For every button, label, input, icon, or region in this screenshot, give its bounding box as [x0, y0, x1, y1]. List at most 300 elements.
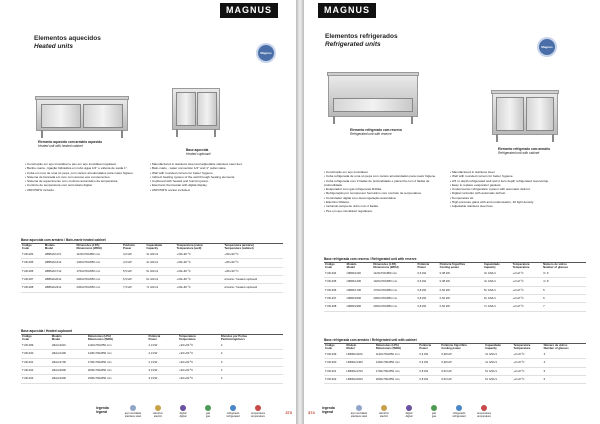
table-cell: +2/+8 ºC	[513, 376, 543, 384]
table-cell: TUR-290	[21, 350, 51, 358]
legend-label: digital digital	[179, 412, 187, 418]
legend-title-pt: legenda	[322, 406, 335, 410]
column-header: Potência Power	[419, 343, 432, 351]
table-cell: 1400x700x850 mm	[87, 350, 148, 358]
feature-item: • Cuba refrigerada de uma só peça com cantos arredondados para maior higiene.	[324, 174, 444, 178]
feature-item: • Electronic thermostat with digital display.	[150, 183, 270, 187]
table-cell: 0,38 kW	[440, 351, 484, 359]
section-title	[325, 33, 398, 49]
table-cell: LBAA/1100	[51, 342, 87, 350]
table-row	[21, 367, 283, 375]
feature-item: • Easy to replace evaporator gaskets.	[450, 183, 574, 187]
column-header: Código Code	[22, 334, 32, 342]
legend-title-en: legend	[96, 410, 107, 414]
table-cell: +30/+90 ºC	[176, 259, 224, 267]
table1	[21, 244, 283, 293]
table-cell: TUR-293	[21, 375, 51, 383]
table2	[324, 344, 586, 384]
table-cell: 5x GN1/1	[145, 267, 175, 275]
table-cell: +30/+90 ºC	[223, 251, 283, 259]
table-cell: LBRRA/2000	[345, 376, 374, 384]
feature-item: • Pés em aço inoxidável reguláveis.	[324, 209, 444, 213]
table-cell: armário / heated cupboard	[223, 276, 283, 284]
table-cell: LBAA/2000	[51, 367, 87, 375]
table-cell: 1400x700x850 mm	[75, 259, 122, 267]
table-cell: 5	[543, 367, 586, 375]
product1-caption	[350, 128, 440, 136]
legend-label: aço inoxidável stainless steel	[350, 412, 368, 418]
table-cell: TUR-291	[21, 358, 51, 366]
feature-item: • Sistema de aquecimento com controlo automático da temperatura.	[25, 179, 143, 183]
caption-en: Heated unit with heated cabinet	[38, 144, 83, 148]
table-cell: armário / heated cupboard	[223, 284, 283, 292]
table-cell: TUR-292	[21, 367, 51, 375]
feature-item: • Adjustable stainless steel feet.	[450, 204, 574, 208]
table-cell: 5x GN1/1	[484, 367, 512, 375]
table-cell: 6x GN1/1	[145, 276, 175, 284]
table-cell: TUR-297	[324, 295, 346, 303]
table-cell: 4 / 8	[542, 278, 586, 286]
table-cell: 3x GN1/1	[483, 270, 512, 278]
legend	[304, 404, 600, 418]
feature-item: • 2/3 or depth refrigerated well and 2 tiers depth refrigerated reserve/top.	[450, 179, 574, 183]
table-cell: +30/+90 ºC	[176, 284, 224, 292]
refrigerated-unit-image	[328, 75, 418, 117]
legend-item	[473, 405, 495, 418]
table-row	[324, 303, 586, 311]
table2-title: Base refrigerada com armário / Refrigerated unit with cabinet	[324, 338, 586, 344]
features-pt	[25, 162, 143, 192]
column-header: Dimensões (LPA) Dimensions (WDH)	[76, 243, 102, 251]
table1-title: Base refrigerada com reserva / Refrigerated unit with reserve	[324, 257, 586, 263]
table-cell: 2000x700x850 mm	[75, 276, 122, 284]
table2	[21, 335, 283, 384]
table-cell: LBRR/1100	[346, 270, 373, 278]
feature-item: • Indirect heating system of the well through heating elements.	[150, 175, 270, 179]
table-cell: 6x GN1/1	[483, 295, 512, 303]
column-header: Código Code	[22, 243, 32, 251]
table-cell: 5,5 kW	[122, 267, 145, 275]
caption-en: Heated cupboard	[186, 152, 211, 156]
column-header: Modelo Model	[346, 343, 357, 351]
book-spine	[296, 0, 304, 424]
table-cell: 1120x700x850 mm	[375, 351, 419, 359]
product2-caption	[498, 147, 578, 155]
left-page	[0, 0, 296, 424]
table2-title: Base aquecida / Heated cupboard	[21, 329, 283, 335]
table-cell: +30/+90 ºC	[178, 342, 220, 350]
legend-title-en: legend	[322, 410, 333, 414]
table-cell: TUR-285	[21, 259, 44, 267]
legend-icon	[431, 405, 437, 411]
table-cell: LBRRA/1100	[345, 351, 374, 359]
legend-item	[423, 405, 445, 418]
legend-label: eléctrico electric	[153, 412, 163, 418]
table-row	[324, 295, 586, 303]
table-row	[324, 367, 586, 375]
table-cell: +30/+90 ºC	[178, 375, 220, 383]
table-cell: TUR-284	[21, 251, 44, 259]
table-cell: 0,38 kW	[439, 270, 483, 278]
column-header: Divisões por Portas Partitioning/doors	[220, 334, 248, 342]
table-cell: 2,0 kW	[148, 358, 179, 366]
table-cell: +2/+8 ºC	[513, 351, 543, 359]
page-number: 373	[285, 410, 292, 415]
feature-item: • Manufactured in stainless steel.	[450, 170, 574, 174]
legend-item	[222, 405, 244, 418]
feature-item: • Manufactured in stainless steel and adjustable stainless steel feet.	[150, 162, 270, 166]
legend-icon	[381, 405, 387, 411]
table-cell: 1400x700x850 mm	[372, 278, 416, 286]
table-cell: LBRR/1400	[346, 278, 373, 286]
table-cell: TUR-298	[324, 303, 346, 311]
table-cell: 0,8 kW	[416, 303, 438, 311]
legend-icon	[481, 405, 487, 411]
table-cell: 0,8 kW	[416, 295, 438, 303]
column-header: Temperatura (armário) Temperature (cabinet)	[224, 243, 255, 251]
table-cell: 0,38 kW	[440, 359, 484, 367]
feature-item: • Undercounter refrigeration system with automatic defrost.	[450, 187, 574, 191]
legend-icon	[130, 405, 136, 411]
caption-en: Refrigerated unit with cabinet	[498, 151, 540, 155]
table-cell: 6,5 kW	[122, 276, 145, 284]
table-cell: 6	[543, 376, 586, 384]
table-cell: 0,52 kW	[439, 286, 483, 294]
feature-item: • Banho-maria - ligação hidráulica em tubo água 1/2" e válvula de saída 1".	[25, 166, 143, 170]
table-cell: LBBMA/2012	[44, 276, 76, 284]
table-cell: 2	[220, 342, 283, 350]
right-page	[304, 0, 600, 424]
column-header: Dimensões (LPA) Dimensions (WDH)	[373, 262, 399, 270]
legend-label: temperatura temperature	[477, 412, 491, 418]
caption-pt: Base aquecida	[186, 148, 209, 152]
table-cell: TUR-301	[324, 367, 345, 375]
table-row	[324, 278, 586, 286]
legend-icon	[180, 405, 186, 411]
table-row	[21, 267, 283, 275]
caption-en: Refrigerated unit with reserve	[350, 132, 392, 136]
table-cell: 0,6 kW	[416, 278, 438, 286]
section-title-pt: Elementos refrigerados	[325, 33, 398, 40]
table-cell: TUR-287	[21, 276, 44, 284]
table-row	[324, 351, 586, 359]
features-en	[450, 170, 574, 209]
legend-title-pt: legenda	[96, 406, 109, 410]
table-cell: 4x GN1/1	[483, 278, 512, 286]
legend-title	[322, 406, 335, 414]
table-cell: 1120x700x850 mm	[372, 270, 416, 278]
product2-caption	[186, 148, 256, 156]
table-cell: 1700x700x850 mm	[87, 358, 148, 366]
table-cell: 0,52 kW	[439, 295, 483, 303]
legend-item	[172, 405, 194, 418]
legend-item	[147, 405, 169, 418]
legend	[0, 404, 296, 418]
table-cell: +30/+90 ºC	[176, 276, 224, 284]
column-header: Capacidade Capacity	[485, 343, 501, 351]
table-cell: 2300x700x850 mm	[372, 303, 416, 311]
column-header: Temperatura Temperature	[179, 334, 196, 342]
brand-seal: Magnus	[256, 43, 276, 63]
legend-icon	[406, 405, 412, 411]
column-header: Potência frigorífica Cooling power	[439, 262, 465, 270]
section-title-en: Refrigerated units	[325, 41, 381, 48]
feature-item: • Eléctrico bifásico.	[324, 200, 444, 204]
heated-unit-image	[36, 99, 128, 131]
table-cell: LBRR/2300	[346, 303, 373, 311]
legend-label: refrigerado refrigerated	[226, 412, 240, 418]
table-cell: TUR-296	[324, 286, 346, 294]
table-cell: 3	[543, 351, 586, 359]
column-header: Potência Power	[148, 334, 161, 342]
table-cell: 2300x700x850 mm	[87, 375, 148, 383]
section-title	[34, 35, 101, 51]
feature-item: • Refrigeração por compressor hermético com controlo de temperatura.	[324, 191, 444, 195]
feature-item: • Cuba em inox de uma só peça, com cantos arredondados para maior higiene.	[25, 171, 143, 175]
legend-icon	[255, 405, 261, 411]
table-row	[21, 358, 283, 366]
column-header: Temperatura Temperature	[512, 262, 530, 270]
table1	[324, 263, 586, 312]
column-header: Potência frigorífica Cooling power	[441, 343, 467, 351]
legend-icon	[155, 405, 161, 411]
feature-item: • Bain-marie - water connection 1/2" and 1" outlet valve.	[150, 166, 270, 170]
column-header: Código Code	[325, 262, 335, 270]
table-cell: +30/+90 ºC	[178, 367, 220, 375]
table-cell: 1400x700x850 mm	[375, 359, 419, 367]
table-cell: 6	[542, 295, 586, 303]
table-cell: 1120x700x850 mm	[87, 342, 148, 350]
legend-icon	[456, 405, 462, 411]
legend-label: gás gas	[431, 412, 437, 418]
page-number: 374	[308, 410, 315, 415]
feature-item: • High pressure glass with anti-condensation, 40 light density.	[450, 200, 574, 204]
legend-item	[197, 405, 219, 418]
table-cell: 0,8 kW	[416, 286, 438, 294]
feature-item: • Temperature kit.	[450, 196, 574, 200]
table-cell: 3x GN1/1	[145, 251, 175, 259]
caption-pt: Elemento refrigerado com reserva	[350, 128, 402, 132]
table-cell: LBAA/1700	[51, 358, 87, 366]
table-cell: +2/+8 ºC	[512, 303, 542, 311]
column-header: Temperatura Temperature	[513, 343, 531, 351]
table-row	[21, 259, 283, 267]
table-cell: 0,8 kW	[418, 376, 440, 384]
column-header: Dimensões (LPA) Dimensions (WDH)	[87, 334, 114, 342]
table-cell: TUR-295	[324, 278, 346, 286]
table-cell: 7x GN1/1	[483, 303, 512, 311]
table-cell: +30/+90 ºC	[223, 267, 283, 275]
table-cell: 4x GN1/1	[484, 359, 512, 367]
table-cell: 2,0 kW	[148, 350, 179, 358]
table-row	[21, 276, 283, 284]
feature-item: • 230V/50Hz incluído.	[25, 188, 143, 192]
column-header: Dimensões (LPA) Dimensions (WDH)	[375, 343, 401, 351]
table-row	[324, 359, 586, 367]
table-cell: TUR-288	[21, 284, 44, 292]
column-header: Modelo Model	[51, 334, 62, 342]
table-cell: 0,6 kW	[416, 270, 438, 278]
table-cell: 3x GN1/1	[484, 351, 512, 359]
table-cell: 0,52 kW	[440, 376, 484, 384]
column-header: Capacidade Capacity	[483, 262, 500, 270]
table-cell: TUR-286	[21, 267, 44, 275]
table-cell: TUR-302	[324, 376, 345, 384]
table-cell: 2,0 kW	[148, 342, 179, 350]
table-cell: TUR-294	[324, 270, 346, 278]
table-cell: LBRRA/1700	[345, 367, 374, 375]
table-cell: 0,52 kW	[439, 303, 483, 311]
section-title-pt: Elementos aquecidos	[34, 35, 101, 42]
table-cell: +2/+8 ºC	[512, 295, 542, 303]
table-row	[324, 286, 586, 294]
table-header-row	[324, 263, 586, 270]
table-cell: +2/+8 ºC	[512, 286, 542, 294]
table-cell: 2000x700x850 mm	[375, 376, 419, 384]
legend-title	[96, 406, 109, 414]
column-header: Potência Power	[122, 243, 135, 251]
table-header-row	[21, 335, 283, 342]
table-cell: 1700x700x850 mm	[372, 286, 416, 294]
table-row	[21, 375, 283, 383]
table-cell: LBRR/1700	[346, 286, 373, 294]
feature-item: • Digital controller with automatic defrost.	[450, 191, 574, 195]
feature-item: • Controlo de temperatura com termóstato digital.	[25, 183, 143, 187]
table-cell: 0,6 kW	[418, 351, 440, 359]
table-cell: 3	[220, 358, 283, 366]
table-cell: +30/+90 ºC	[176, 267, 224, 275]
table-cell: +30/+90 ºC	[176, 251, 224, 259]
table-cell: +2/+8 ºC	[512, 278, 542, 286]
table-cell: 6x GN1/1	[484, 376, 512, 384]
legend-item	[247, 405, 269, 418]
table-cell: +30/+90 ºC	[178, 350, 220, 358]
table-cell: +30/+90 ºC	[178, 358, 220, 366]
heated-cupboard-image	[172, 88, 220, 130]
column-header: Número de vidros Number of glasses	[543, 262, 569, 270]
table-cell: LBBMA/1172	[44, 251, 76, 259]
legend-label: digital digital	[405, 412, 413, 418]
table-header-row	[324, 344, 586, 351]
table-cell: +2/+8 ºC	[513, 367, 543, 375]
table-cell: LBAA/1400	[51, 350, 87, 358]
column-header: Capacidade Capacity	[146, 243, 163, 251]
column-header: Código Code	[325, 343, 335, 351]
table-cell: +30/+90 ºC	[223, 259, 283, 267]
legend-icon	[356, 405, 362, 411]
table-row	[21, 284, 283, 292]
table-cell: 4	[220, 375, 283, 383]
brand-logo: MAGNUS	[220, 3, 278, 18]
legend-label: gás gas	[205, 412, 211, 418]
legend-icon	[230, 405, 236, 411]
feature-item: • 230V/50Hz socket included.	[150, 188, 270, 192]
brand-logo: MAGNUS	[318, 3, 376, 18]
table-cell: 1700x700x850 mm	[75, 267, 122, 275]
column-header: Número de vidros Number of glasses	[543, 343, 569, 351]
column-header: Modelo Model	[44, 243, 55, 251]
features-pt	[324, 170, 444, 213]
table-row	[324, 376, 586, 384]
table-cell: LBBMA/1412	[44, 259, 76, 267]
caption-pt: Elemento refrigerado com armário	[498, 147, 551, 151]
feature-item: • Controlador digital com descongelação automática.	[324, 196, 444, 200]
table-cell: 4,0 kW	[122, 251, 145, 259]
column-header: Modelo Model	[346, 262, 357, 270]
table-cell: 1700x700x850 mm	[375, 367, 419, 375]
table-row	[21, 251, 283, 259]
section-title-en: Heated units	[34, 43, 74, 50]
table-cell: 3 / 6	[542, 270, 586, 278]
table-cell: 4x GN1/1	[145, 259, 175, 267]
table-cell: 7	[542, 303, 586, 311]
feature-item: • Cupboard with heated and humid system.	[150, 179, 270, 183]
feature-item: • Construção em aço inoxidável.	[324, 170, 444, 174]
refrigerated-cabinet-image	[492, 93, 558, 135]
table1-title: Base aquecida com armário / Bain-marie heated cabinet	[21, 238, 283, 244]
table-cell: TUR-300	[324, 359, 345, 367]
table-cell: 5	[542, 286, 586, 294]
table-row	[21, 350, 283, 358]
feature-item: • Incluindo tampa de vidro com 2 fiadas.	[324, 204, 444, 208]
table-cell: 4	[220, 367, 283, 375]
table-header-row	[21, 244, 283, 251]
legend-label: refrigerado refrigerated	[452, 412, 466, 418]
table-cell: LBAA/2300	[51, 375, 87, 383]
table-cell: 3,0 kW	[148, 375, 179, 383]
table-cell: 0,38 kW	[439, 278, 483, 286]
product1-caption	[38, 140, 128, 148]
legend-label: aço inoxidável stainless steel	[124, 412, 142, 418]
table-cell: 7,5 kW	[122, 284, 145, 292]
column-header: Temperatura (cuba) Temperature (well)	[176, 243, 203, 251]
table-cell: 4,5 kW	[122, 259, 145, 267]
table-cell: 4	[543, 359, 586, 367]
table-cell: 2	[220, 350, 283, 358]
table-cell: 3,0 kW	[148, 367, 179, 375]
table-cell: TUR-299	[324, 351, 345, 359]
table-cell: LBRR/2000	[346, 295, 373, 303]
brand-seal: Magnus	[537, 37, 557, 57]
table-cell: 0,6 kW	[418, 359, 440, 367]
table-row	[324, 270, 586, 278]
legend-item	[348, 405, 370, 418]
legend-icon	[205, 405, 211, 411]
table-cell: LBRRA/1400	[345, 359, 374, 367]
table-cell: +2/+8 ºC	[513, 359, 543, 367]
features-en	[150, 162, 270, 192]
table-cell: 2000x700x850 mm	[87, 367, 148, 375]
table-cell: 1120x700x850 mm	[75, 251, 122, 259]
legend-label: temperatura temperature	[251, 412, 265, 418]
legend-item	[373, 405, 395, 418]
feature-item: • Well with rounded corners for better hygiene.	[450, 174, 574, 178]
feature-item: • Sistema de bancada em inox com acesso aos componentes.	[25, 175, 143, 179]
table-cell: TUR-289	[21, 342, 51, 350]
feature-item: • Cuba refrigerada com 2 fiadas de profundidade e placa fria com 2 fiadas de profundidade.	[324, 179, 444, 188]
legend-item	[448, 405, 470, 418]
table-cell: +2/+8 ºC	[512, 270, 542, 278]
column-header: Potência Power	[417, 262, 430, 270]
table-cell: 0,8 kW	[418, 367, 440, 375]
table-cell: 2300x700x850 mm	[75, 284, 122, 292]
table-cell: 5x GN1/1	[483, 286, 512, 294]
table-cell: 2000x700x850 mm	[372, 295, 416, 303]
table-row	[21, 342, 283, 350]
feature-item: • Construção em aço inoxidável e pés em aço inoxidável regulável.	[25, 162, 143, 166]
table-cell: LBBMA/2312	[44, 284, 76, 292]
caption-pt: Elemento aquecido com armário aquecido	[38, 140, 103, 144]
